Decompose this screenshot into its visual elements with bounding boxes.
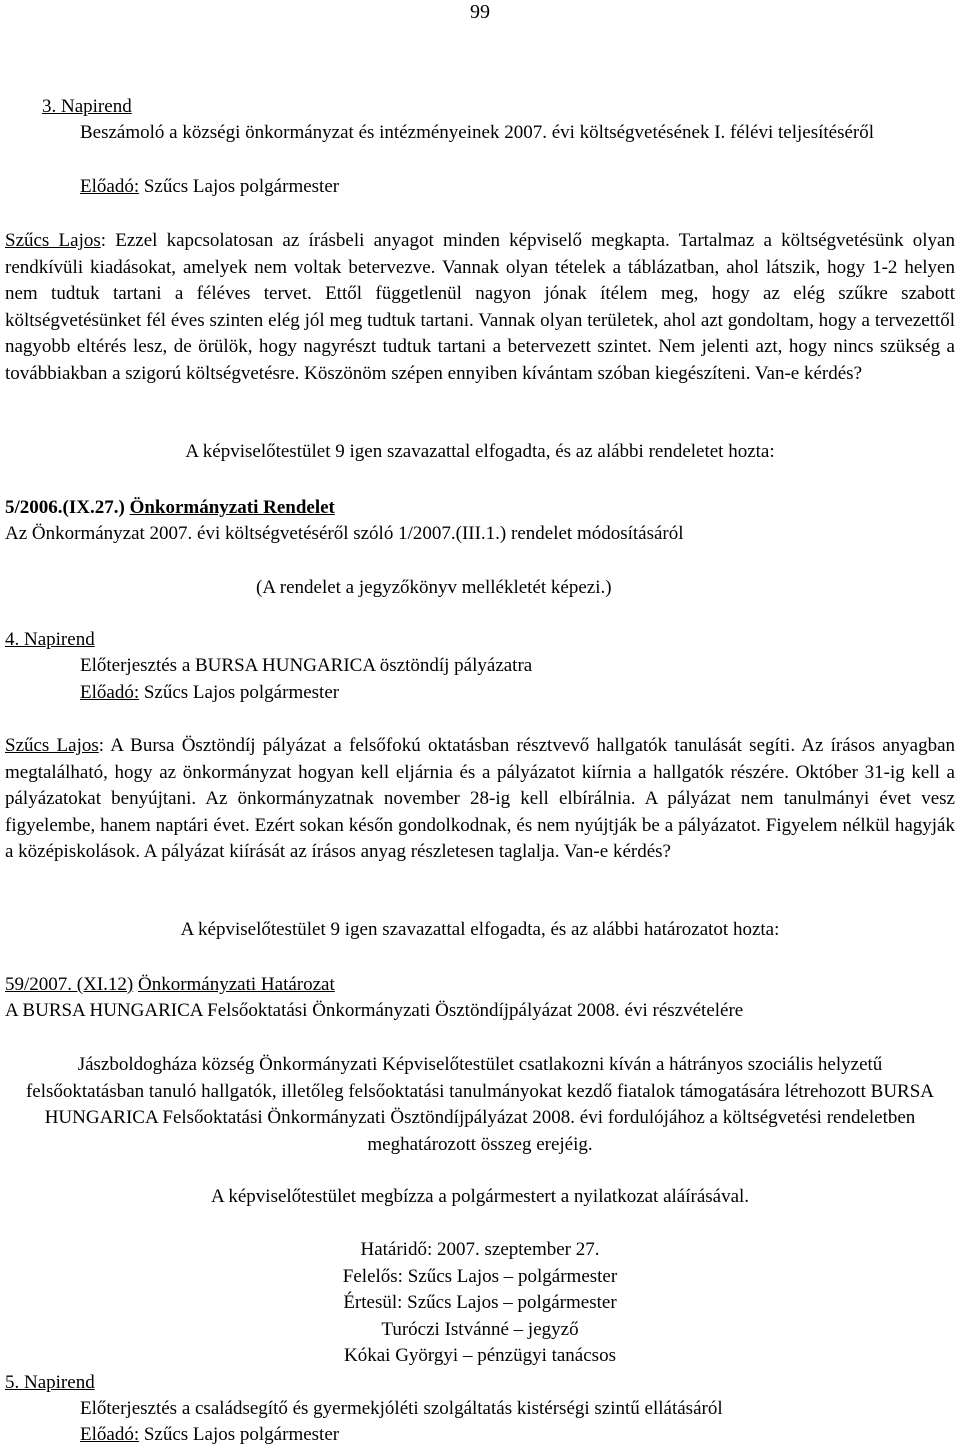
decree-number: 5/2006.(IX.27.) <box>5 497 125 518</box>
presenter-5 <box>80 1422 339 1449</box>
agenda-heading-3: 3. Napirend <box>42 96 132 117</box>
notified-3: Kókai Györgyi – pénzügyi tanácsos <box>344 1345 616 1366</box>
presenter-label: Előadó: <box>80 1424 140 1445</box>
resolution-signatures <box>0 1237 960 1370</box>
presenter-4 <box>80 680 339 707</box>
resolution-title: A BURSA HUNGARICA Felsőoktatási Önkormányzati Ösztöndíjpályázat 2008. évi részvételére <box>5 1000 744 1021</box>
responsible: Felelős: Szűcs Lajos – polgármester <box>342 1265 618 1287</box>
speech-4 <box>5 733 955 866</box>
presenter-name: Szűcs Lajos polgármester <box>143 682 340 703</box>
notified-2: Turóczi Istvánné – jegyző <box>381 1318 579 1340</box>
vote-4: A képviselőtestület 9 igen szavazattal elfogadta, és az alábbi határozatot hozta: <box>180 919 780 940</box>
agenda-heading-5: 5. Napirend <box>5 1372 95 1393</box>
vote-3: A képviselőtestület 9 igen szavazattal elfogadta, és az alábbi rendeletet hozta: <box>185 441 775 462</box>
resolution-heading <box>5 972 335 999</box>
agenda-title-3: Beszámoló a községi önkormányzat és intézményeinek 2007. évi költségvetésének I. félévi teljesítéséről <box>80 122 875 143</box>
presenter-label: Előadó: <box>80 176 140 197</box>
page-number: 99 <box>470 1 490 23</box>
agenda-heading-4: 4. Napirend <box>5 629 95 650</box>
resolution-body: Jászboldogháza község Önkormányzati Képviselőtestület csatlakozni kíván a hátrányos szociális helyzetű felsőoktatásban tanuló hallgatók, illetőleg felsőoktatási tanulmányokat kezdő fiatalok támogatására létrehozott BURSA HUNGARICA Felsőoktatási Önkormányzati Ösztöndíjpályázat 2008. évi fordulójához a költségvetési rendeletben meghatározott összeg erejéig. <box>25 1054 935 1155</box>
decree-heading <box>5 495 335 522</box>
decree-title: Az Önkormányzat 2007. évi költségvetéséről szóló 1/2007.(III.1.) rendelet módosításáról <box>5 523 684 544</box>
deadline: Határidő: 2007. szeptember 27. <box>360 1239 600 1260</box>
agenda-title-5: Előterjesztés a családsegítő és gyermekjóléti szolgáltatás kistérségi szintű ellátásáról <box>80 1398 723 1419</box>
speech-text: : Ezzel kapcsolatosan az írásbeli anyagot minden képviselő megkapta. Tartalmaz a költségvetésünk olyan rendkívüli kiadásokat, amelyek nem voltak betervezve. Vannak olyan tételek a táblázatban, ahol látszik, hogy 1-2 helyen nem tudtuk tartani a féléves tervet. Ettől függetlenül nagyon jónak ítélem meg, hogy az elég szűkre szabott költségvetésünket fél éves szinten elég jól meg tudtuk tartani. Vannak olyan területek, ahol azt gondoltam, hogy a tervezettől nagyobb eltérés lesz, de örülök, hogy nagyrészt tudtuk tartani a betervezett szintet. Nem jelenti azt, hogy nincs szükség a továbbiakban a szigorú költségvetésre. Köszönöm szépen ennyiben kívántam szóban kiegészíteni. Van-e kérdés? <box>5 230 955 384</box>
agenda-title-4: Előterjesztés a BURSA HUNGARICA ösztöndíj pályázatra <box>80 655 533 676</box>
resolution-mandate: A képviselőtestület megbízza a polgármestert a nyilatkozat aláírásával. <box>210 1186 750 1207</box>
presenter-name: Szűcs Lajos polgármester <box>143 1424 340 1445</box>
speaker-name: Szűcs Lajos <box>5 735 99 756</box>
presenter-3 <box>80 174 339 201</box>
decree-type: Önkormányzati Rendelet <box>129 497 335 518</box>
resolution-number: 59/2007. (XI.12) <box>5 974 134 995</box>
presenter-label: Előadó: <box>80 682 140 703</box>
speaker-name: Szűcs Lajos <box>5 230 101 251</box>
speech-3 <box>5 228 955 387</box>
notified-1: Értesül: Szűcs Lajos – polgármester <box>343 1292 617 1313</box>
speech-text: : A Bursa Ösztöndíj pályázat a felsőfokú oktatásban résztvevő hallgatók tanulását segíti. Az írásos anyagban megtalálható, hogy az önkormányzat hogyan kell eljárnia és a pályázatot kiírnia a hallgatók részére. Október 31-ig kell a pályázatokat benyújtani. Az önkormányzatnak november 28-ig kell elbírálnia. A pályázat nem tanulmányi évet vesz figyelembe, hanem naptári évet. Ezért sokan későn gondolkodnak, és nem nyújtják be a pályázatot. Figyelem nélkül hagyják a középiskolások. A pályázat kiírását az írásos anyag részletesen taglalja. Van-e kérdés? <box>5 735 956 862</box>
decree-note: (A rendelet a jegyzőkönyv mellékletét képezi.) <box>256 577 612 598</box>
presenter-name: Szűcs Lajos polgármester <box>143 176 340 197</box>
resolution-type: Önkormányzati Határozat <box>137 974 335 995</box>
